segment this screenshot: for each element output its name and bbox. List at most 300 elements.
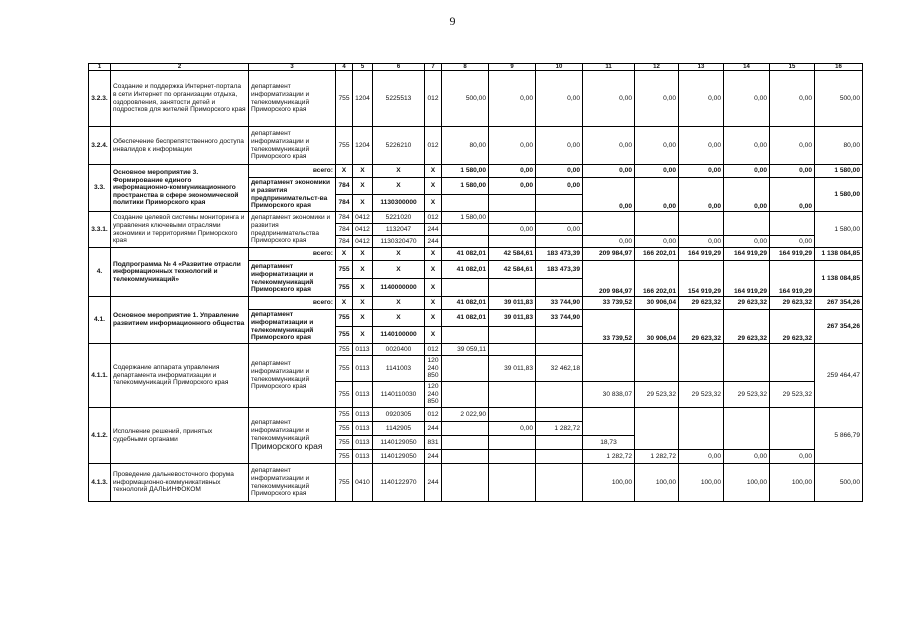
cell: 0,00: [583, 178, 635, 212]
cell: 1 282,72: [536, 422, 583, 436]
cell: 42 584,61: [489, 261, 536, 279]
cell: 183 473,39: [536, 261, 583, 279]
cell: 500,00: [815, 464, 863, 502]
cell: 0,00: [679, 178, 724, 212]
cell: 29 523,32: [635, 382, 679, 408]
cell: 0,00: [635, 178, 679, 212]
cell: [442, 279, 489, 297]
cell: 1132047: [373, 224, 425, 236]
cell: [635, 212, 679, 236]
cell: 0412: [353, 224, 373, 236]
cell: 0,00: [679, 71, 724, 127]
executor: департамент информатизации и телекоммуникаций Приморского края: [249, 127, 336, 165]
cell: X: [373, 248, 425, 261]
cell: 30 906,04: [635, 297, 679, 310]
cell: 5226210: [373, 127, 425, 165]
executor: департамент информатизации и телекоммуникаций Приморского края: [249, 344, 336, 408]
cell: 0113: [353, 436, 373, 450]
cell: 164 919,29: [724, 261, 770, 297]
cell: [679, 408, 724, 450]
cell: 164 919,29: [679, 248, 724, 261]
item-name: Исполнение решений, принятых судебными органами: [111, 408, 249, 464]
cell: 0,00: [679, 236, 724, 248]
item-number: 3.2.4.: [89, 127, 111, 165]
executor: департамент экономики и развития предпринимательст-ва Приморского края: [249, 178, 336, 212]
cell: 0,00: [724, 127, 770, 165]
header-cell: 14: [724, 64, 770, 71]
header-cell: 11: [583, 64, 635, 71]
cell: 0,00: [536, 178, 583, 195]
cell: 755: [336, 327, 353, 344]
cost-codes: 120 240 850: [427, 383, 439, 406]
cell: 41 082,01: [442, 310, 489, 327]
cell: 33 744,90: [536, 297, 583, 310]
cell: 39 011,83: [489, 310, 536, 327]
header-cell: 7: [425, 64, 442, 71]
cell: 100,00: [635, 464, 679, 502]
cell: X: [373, 310, 425, 327]
cell: 0,00: [724, 71, 770, 127]
cell: [442, 195, 489, 212]
cell: 29 523,32: [679, 382, 724, 408]
table-row: [89, 127, 863, 165]
item-name: Подпрограмма № 4 «Развитие отрасли информационных технологий и телекоммуникаций»: [111, 248, 249, 297]
cell: 0,00: [536, 224, 583, 236]
cell: 0,00: [536, 71, 583, 127]
cell: 0,00: [583, 127, 635, 165]
cell: 1140100000: [373, 327, 425, 344]
cell: [442, 327, 489, 344]
cell: 500,00: [815, 71, 863, 127]
cost-codes: 120 240 850: [427, 357, 439, 380]
cell: [442, 224, 489, 236]
cell: 0,00: [536, 165, 583, 178]
cell: 154 919,29: [679, 261, 724, 297]
item-name: Проведение дальневосточного форума информационно-коммуникативных технологий ДАЛЬИНФОКОМ: [111, 464, 249, 502]
cell: 1140000000: [373, 279, 425, 297]
cell: [425, 382, 442, 408]
cell: X: [353, 261, 373, 279]
cell: 29 623,32: [770, 310, 815, 344]
cell: X: [353, 178, 373, 195]
header-cell: 6: [373, 64, 425, 71]
cell: 0,00: [583, 165, 635, 178]
cell: 0,00: [724, 236, 770, 248]
page-number: 9: [449, 14, 456, 28]
cell: [489, 464, 536, 502]
cell: X: [353, 165, 373, 178]
cell: 1 282,72: [583, 450, 635, 464]
cell: 0,00: [489, 165, 536, 178]
cell: 5221020: [373, 212, 425, 224]
cell: 209 984,97: [583, 248, 635, 261]
cell: [536, 327, 583, 344]
executor: [249, 408, 336, 464]
cell: 32 462,18: [536, 356, 583, 382]
cell: [583, 344, 635, 382]
cell: X: [425, 327, 442, 344]
cell: 1204: [353, 127, 373, 165]
executor-line: департамент информатизации и телекоммуникаций: [251, 419, 310, 442]
cell: 1 580,00: [815, 165, 863, 178]
cell: [536, 382, 583, 408]
cell: [442, 422, 489, 436]
cell: 0,00: [489, 422, 536, 436]
cell: 0,00: [770, 71, 815, 127]
cell: 0113: [353, 422, 373, 436]
cell: [442, 236, 489, 248]
executor: департамент экономики и развития предпринимательства Приморского края: [249, 212, 336, 248]
cell: X: [336, 165, 353, 178]
header-cell: 3: [249, 64, 336, 71]
item-name: Основное мероприятие 1. Управление развитием информационного общества: [111, 297, 249, 344]
cell: 784: [336, 224, 353, 236]
cell: 0412: [353, 212, 373, 224]
header-cell: 15: [770, 64, 815, 71]
item-number: 3.3.1.: [89, 212, 111, 248]
table-row: [89, 344, 863, 356]
header-cell: 4: [336, 64, 353, 71]
cell: 012: [425, 71, 442, 127]
cell: 0113: [353, 408, 373, 422]
cell: 267 354,26: [815, 297, 863, 310]
cell: 0113: [353, 450, 373, 464]
cell: [489, 327, 536, 344]
cell: X: [425, 279, 442, 297]
cell: 755: [336, 408, 353, 422]
cell: X: [373, 178, 425, 195]
budget-table: [88, 63, 863, 502]
cell: 0,00: [724, 450, 770, 464]
cell: 29 623,32: [679, 297, 724, 310]
item-name: Обеспечение беспрепятственного доступа инвалидов к информации: [111, 127, 249, 165]
cell: X: [353, 310, 373, 327]
cell: X: [373, 261, 425, 279]
executor: департамент информатизации и телекоммуникаций Приморского края: [249, 261, 336, 297]
header-cell: 16: [815, 64, 863, 71]
cell: 100,00: [770, 464, 815, 502]
cell: 0,00: [770, 127, 815, 165]
cell: X: [353, 297, 373, 310]
cell: 755: [336, 450, 353, 464]
cell: 1 580,00: [442, 165, 489, 178]
cell: 39 011,83: [489, 356, 536, 382]
cell: 755: [336, 71, 353, 127]
cell: 0,00: [724, 178, 770, 212]
cell: [679, 212, 724, 236]
cell: [442, 464, 489, 502]
cell: 0,00: [770, 165, 815, 178]
cell: 29 523,32: [724, 382, 770, 408]
cell: [679, 344, 724, 382]
cell: 755: [336, 382, 353, 408]
cell: 755: [336, 261, 353, 279]
cell: 784: [336, 195, 353, 212]
cell: X: [336, 297, 353, 310]
cell: X: [353, 195, 373, 212]
cell: 33 739,52: [583, 297, 635, 310]
cell: 0,00: [770, 178, 815, 212]
header-row: [89, 64, 863, 71]
cell: 244: [425, 450, 442, 464]
cell: 0,00: [679, 127, 724, 165]
cell: [489, 436, 536, 450]
header-cell: 8: [442, 64, 489, 71]
table-row: [89, 165, 863, 178]
executor: департамент информатизации и телекоммуникаций Приморского края: [249, 464, 336, 502]
cell: 33 744,90: [536, 310, 583, 327]
cell: X: [425, 195, 442, 212]
cell: 012: [425, 212, 442, 224]
cell: [770, 212, 815, 236]
cell: X: [373, 165, 425, 178]
cell: 1140110030: [373, 382, 425, 408]
cell: 209 984,97: [583, 261, 635, 297]
cell: 1140129050: [373, 450, 425, 464]
cell: 0,00: [536, 127, 583, 165]
cell: 1 282,72: [635, 450, 679, 464]
cell: X: [353, 279, 373, 297]
cell: 831: [425, 436, 442, 450]
cell: X: [425, 165, 442, 178]
cell: [442, 450, 489, 464]
cell: [489, 450, 536, 464]
cell: 0,00: [770, 236, 815, 248]
table-row: [89, 464, 863, 502]
cell: 0,00: [489, 224, 536, 236]
cell: X: [425, 310, 442, 327]
cell: [442, 436, 489, 450]
cell: 0410: [353, 464, 373, 502]
cell: X: [373, 297, 425, 310]
cell: 244: [425, 224, 442, 236]
cell: 1140129050: [373, 436, 425, 450]
item-number: 4.1.2.: [89, 408, 111, 464]
cell: 755: [336, 436, 353, 450]
cell: 1204: [353, 71, 373, 127]
cell: 1141003: [373, 356, 425, 382]
cell: [489, 236, 536, 248]
cell: X: [336, 248, 353, 261]
cell: 183 473,39: [536, 248, 583, 261]
cell: [770, 408, 815, 450]
cell: 1130300000: [373, 195, 425, 212]
table-row: [89, 248, 863, 261]
executor-line-2: Приморского края: [251, 441, 323, 452]
cell: 100,00: [583, 464, 635, 502]
item-number: 4.1.3.: [89, 464, 111, 502]
cell: 0,00: [770, 450, 815, 464]
cell: 164 919,29: [770, 261, 815, 297]
cell: [536, 236, 583, 248]
item-name: Содержание аппарата управления департамента информатизации и телекоммуникаций Приморского края: [111, 344, 249, 408]
cell: [489, 382, 536, 408]
cell: [489, 344, 536, 356]
cell: 784: [336, 236, 353, 248]
cell: 0,00: [635, 165, 679, 178]
cell: 0920305: [373, 408, 425, 422]
cell: 80,00: [815, 127, 863, 165]
cell: 0020400: [373, 344, 425, 356]
header-cell: 1: [89, 64, 111, 71]
header-cell: 5: [353, 64, 373, 71]
cell: 755: [336, 464, 353, 502]
cell: 5 866,79: [815, 408, 863, 464]
cell: 1 580,00: [815, 212, 863, 248]
cell: 41 082,01: [442, 297, 489, 310]
cell: [442, 382, 489, 408]
cell: 0,00: [635, 127, 679, 165]
cell: 500,00: [442, 71, 489, 127]
cell: 0412: [353, 236, 373, 248]
item-number: 3.2.3.: [89, 71, 111, 127]
cell: [724, 212, 770, 236]
cell: 012: [425, 344, 442, 356]
item-number: 4.1.1.: [89, 344, 111, 408]
cell: [489, 212, 536, 224]
cell: [489, 408, 536, 422]
cell: 2 022,90: [442, 408, 489, 422]
cell: [536, 212, 583, 224]
cell: 42 584,61: [489, 248, 536, 261]
item-name: Создание целевой системы мониторинга и управления ключевыми отраслями экономики и территориями Приморского края: [111, 212, 249, 248]
cell: [635, 344, 679, 382]
cell: [442, 356, 489, 382]
table-row: [89, 297, 863, 310]
cell: 0,00: [679, 450, 724, 464]
cell: 0,00: [583, 236, 635, 248]
cell: 244: [425, 236, 442, 248]
table-row: [89, 408, 863, 422]
cell: 012: [425, 127, 442, 165]
header-cell: 12: [635, 64, 679, 71]
cell: [583, 408, 635, 436]
header-cell: 9: [489, 64, 536, 71]
cell: 18,73: [583, 436, 635, 450]
cell: 41 082,01: [442, 248, 489, 261]
cell: 0113: [353, 382, 373, 408]
cell: 29 623,32: [679, 310, 724, 344]
cell: 244: [425, 422, 442, 436]
executor: департамент информатизации и телекоммуникаций Приморского края: [249, 71, 336, 127]
cell: [489, 195, 536, 212]
cell: 0,00: [679, 165, 724, 178]
cell: 0,00: [489, 178, 536, 195]
cell: 244: [425, 464, 442, 502]
cell: 0,00: [489, 71, 536, 127]
cell: 1130320470: [373, 236, 425, 248]
cell: 166 202,01: [635, 261, 679, 297]
cell: [724, 408, 770, 450]
cell: 164 919,29: [724, 248, 770, 261]
cell: 1 580,00: [442, 178, 489, 195]
cell: 41 082,01: [442, 261, 489, 279]
item-number: 4.: [89, 248, 111, 297]
item-number: 3.3.: [89, 165, 111, 212]
cell: [536, 464, 583, 502]
cell: 39 059,11: [442, 344, 489, 356]
cell: 80,00: [442, 127, 489, 165]
cell: X: [425, 178, 442, 195]
cell: 267 354,26: [815, 310, 863, 344]
cell: 33 739,52: [583, 310, 635, 344]
cell: 1 138 084,85: [815, 261, 863, 297]
cell: [536, 344, 583, 356]
cell: X: [353, 327, 373, 344]
cell: 755: [336, 127, 353, 165]
cell: 39 011,83: [489, 297, 536, 310]
total-label: всего:: [249, 248, 336, 261]
cell: 755: [336, 356, 353, 382]
cell: 755: [336, 422, 353, 436]
total-label: всего:: [249, 297, 336, 310]
cell: [536, 450, 583, 464]
cell: 0,00: [489, 127, 536, 165]
cell: 0,00: [635, 236, 679, 248]
cell: 100,00: [679, 464, 724, 502]
total-label: всего:: [249, 165, 336, 178]
header-cell: 10: [536, 64, 583, 71]
cell: 100,00: [724, 464, 770, 502]
cell: [635, 408, 679, 450]
header-cell: 2: [111, 64, 249, 71]
cell: [425, 356, 442, 382]
cell: 0,00: [583, 71, 635, 127]
executor: департамент информатизации и телекоммуникаций Приморского края: [249, 310, 336, 344]
cell: 30 838,07: [583, 382, 635, 408]
cell: [536, 436, 583, 450]
cell: 755: [336, 344, 353, 356]
cell: [770, 344, 815, 382]
cell: 0113: [353, 344, 373, 356]
cell: [536, 408, 583, 422]
cell: 30 906,04: [635, 310, 679, 344]
cell: 29 623,32: [770, 297, 815, 310]
cell: 1 580,00: [442, 212, 489, 224]
cell: 784: [336, 178, 353, 195]
table-row: [89, 71, 863, 127]
cell: 755: [336, 279, 353, 297]
cell: 164 919,29: [770, 248, 815, 261]
cell: 29 623,32: [724, 310, 770, 344]
header-cell: 13: [679, 64, 724, 71]
cell: X: [425, 297, 442, 310]
cell: 1 138 084,85: [815, 248, 863, 261]
item-number: 4.1.: [89, 297, 111, 344]
item-name: Создание и поддержка Интернет-портала в сети Интернет по организации отдыха, оздоровления, занятости детей и подростков для жителей Приморского края: [111, 71, 249, 127]
cell: [583, 212, 635, 236]
cell: 012: [425, 408, 442, 422]
cell: [536, 279, 583, 297]
cell: [724, 344, 770, 382]
cell: X: [425, 261, 442, 279]
cell: X: [425, 248, 442, 261]
cell: 29 623,32: [724, 297, 770, 310]
cell: 1142905: [373, 422, 425, 436]
cell: 259 464,47: [815, 344, 863, 408]
cell: 0,00: [635, 71, 679, 127]
cell: [536, 195, 583, 212]
cell: 0,00: [724, 165, 770, 178]
cell: 29 523,32: [770, 382, 815, 408]
cell: 755: [336, 310, 353, 327]
cell: [489, 279, 536, 297]
cell: 1 580,00: [815, 178, 863, 212]
cell: X: [353, 248, 373, 261]
cell: 166 202,01: [635, 248, 679, 261]
cell: 1140122970: [373, 464, 425, 502]
item-name: Основное мероприятие 3. Формирование единого информационно-коммуникационного пространства в сфере экономической политики Приморского края: [111, 165, 249, 212]
